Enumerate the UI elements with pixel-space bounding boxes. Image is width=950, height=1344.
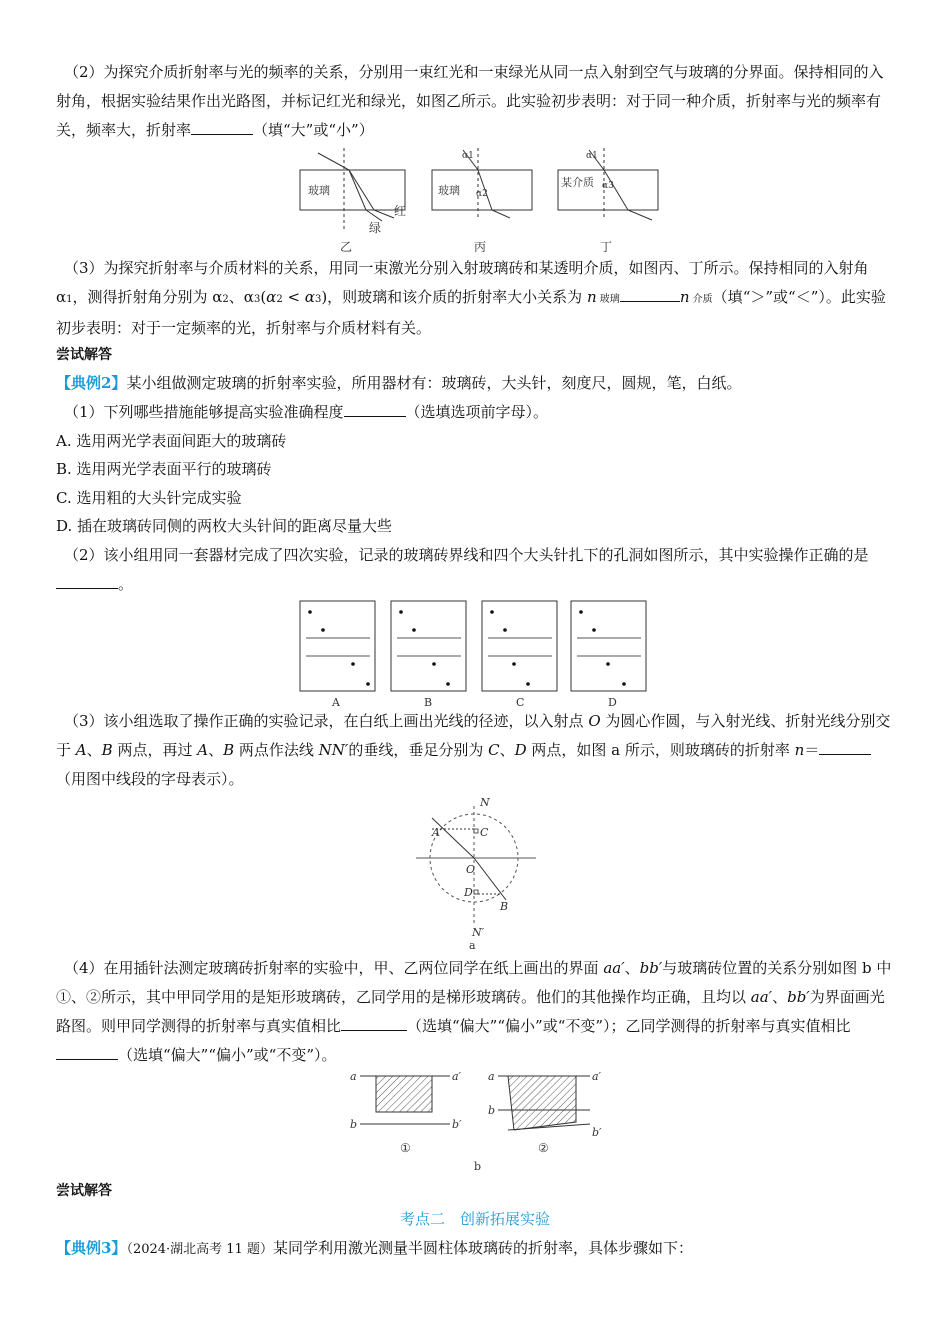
try-answer-2: 尝试解答 <box>56 1183 112 1199</box>
box-label-c: C <box>516 696 525 709</box>
alpha3-label: α3 <box>602 181 614 191</box>
ex2-q1: （1）下列哪些措施能够提高实验准确程度 （选填选项前字母）。 <box>56 398 894 427</box>
label-o-point: O <box>466 863 476 876</box>
alpha1-label: α1 <box>462 151 474 161</box>
answer-blank[interactable] <box>620 284 680 302</box>
alpha2-label: α2 <box>476 189 488 199</box>
figure-a <box>412 796 542 952</box>
section-title: 考点二 创新拓展实验 <box>399 1210 550 1228</box>
option-d: D. 插在玻璃砖同侧的两枚大头针间的距离尽量大些 <box>56 517 393 535</box>
figure-b-two <box>488 1070 602 1155</box>
label-a-point: A <box>432 826 440 839</box>
answer-blank[interactable] <box>191 117 253 135</box>
label-b-prime-1: b′ <box>452 1118 462 1131</box>
glass-label: 玻璃 <box>308 184 330 197</box>
try-answer-1: 尝试解答 <box>56 347 112 363</box>
ex2-q2: （2）该小组用同一套器材完成了四次实验，记录的玻璃砖界线和四个大头针扎下的孔洞如图所示，其中实验操作正确的是。 <box>56 541 894 599</box>
red-label: 红 <box>394 204 407 218</box>
option-c: C. 选用粗的大头针完成实验 <box>56 489 242 507</box>
label-b-prime-2: b′ <box>592 1126 602 1139</box>
label-circle-two: ② <box>538 1141 549 1155</box>
pin-record-figure <box>298 598 648 712</box>
option-a: A. 选用两光学表面间距大的玻璃砖 <box>56 432 287 450</box>
label-a-prime-1: a′ <box>452 1070 462 1083</box>
label-b-2: b <box>488 1104 496 1117</box>
label-a-prime-2: a′ <box>592 1070 602 1083</box>
figure-bing <box>430 148 540 258</box>
caption-a: a <box>469 939 476 952</box>
record-box-c <box>482 601 557 709</box>
box-label-a: A <box>332 696 340 709</box>
figure-yi <box>296 148 416 258</box>
ex2-q4: （4）在用插针法测定玻璃砖折射率的实验中，甲、乙两位同学在纸上画出的界面 aa′、bb′与玻璃砖位置的关系分别如图 b 中①、②所示，其中甲同学用的是矩形玻璃砖，乙同学用的是梯形玻璃砖。他们的其他操作均正确，且均以 aa′、bb′为界面画光路图。则甲同学测得的折射率与真实值相比 （选填“偏大”“偏小”或“不变”）；乙同学测得的折射率与真实值相比（选填“偏大”“偏小”或“不变”）。 <box>56 959 892 1064</box>
label-circle-one: ① <box>400 1141 411 1155</box>
caption-ding: 丁 <box>600 240 613 254</box>
label-n: N <box>480 796 490 809</box>
caption-b: b <box>474 1160 482 1173</box>
answer-blank[interactable] <box>56 571 118 589</box>
record-box-b <box>391 601 466 709</box>
option-b: B. 选用两光学表面平行的玻璃砖 <box>56 460 272 478</box>
answer-blank[interactable] <box>341 1013 407 1031</box>
answer-blank[interactable] <box>819 737 871 755</box>
label-a-2: a <box>488 1070 495 1083</box>
record-box-a <box>300 601 375 709</box>
medium-label: 某介质 <box>561 176 594 189</box>
ex2-q3: （3）该小组选取了操作正确的实验记录，在白纸上画出光线的径迹，以入射点 O 为圆心作圆，与入射光线、折射光线分别交于 A、B 两点，再过 A、B 两点作法线 NN′的垂线，垂足分别为 C、D 两点，如图 a 所示，则玻璃砖的折射率 n＝（用图中线段的字母表示）。 <box>56 712 891 788</box>
q3-paragraph: （3）为探究折射率与介质材料的关系，用同一束激光分别入射玻璃砖和某透明介质，如图丙、丁所示。保持相同的入射角 α1，测得折射角分别为 α2、α3(α2 < α3)，则玻璃和该介质的折射率大小关系为 n 玻璃 n 介质（填“＞”或“＜”）。此实验初步表明：对于一定频率的光，折射率与介质材料有关。 <box>56 259 886 337</box>
alpha1-label-2: α1 <box>586 151 598 161</box>
answer-blank[interactable] <box>56 1042 118 1060</box>
label-n-prime: N′ <box>472 926 485 939</box>
figure-ding <box>556 148 666 258</box>
ex3-intro: 【典例3】（2024·湖北高考 11 题）某同学利用激光测量半圆柱体玻璃砖的折射率，具体步骤如下： <box>56 1239 693 1257</box>
caption-bing: 丙 <box>474 240 487 254</box>
green-label: 绿 <box>369 221 382 235</box>
label-c-point: C <box>480 826 489 839</box>
label-d-point: D <box>464 886 473 899</box>
figure-b-one <box>350 1070 462 1155</box>
caption-yi: 乙 <box>340 240 353 254</box>
box-label-b: B <box>424 696 433 709</box>
q2-paragraph: （2）为探究介质折射率与光的频率的关系，分别用一束红光和一束绿光从同一点入射到空气与玻璃的分界面。保持相同的入射角，根据实验结果作出光路图，并标记红光和绿光，如图乙所示。此实验初步表明：对于同一种介质，折射率与光的频率有关，频率大，折射率 （填“大”或“小”） <box>56 63 884 139</box>
glass-label-2: 玻璃 <box>438 184 460 197</box>
record-box-d <box>571 601 646 709</box>
ex2-intro: 【典例2】某小组做测定玻璃的折射率实验，所用器材有：玻璃砖，大头针，刻度尺，圆规，笔，白纸。 <box>56 374 742 392</box>
label-b-1: b <box>350 1118 358 1131</box>
label-b-point: B <box>500 900 509 913</box>
answer-blank[interactable] <box>344 399 406 417</box>
figure-b <box>346 1066 616 1176</box>
box-label-d: D <box>608 696 617 709</box>
label-a-1: a <box>350 1070 357 1083</box>
